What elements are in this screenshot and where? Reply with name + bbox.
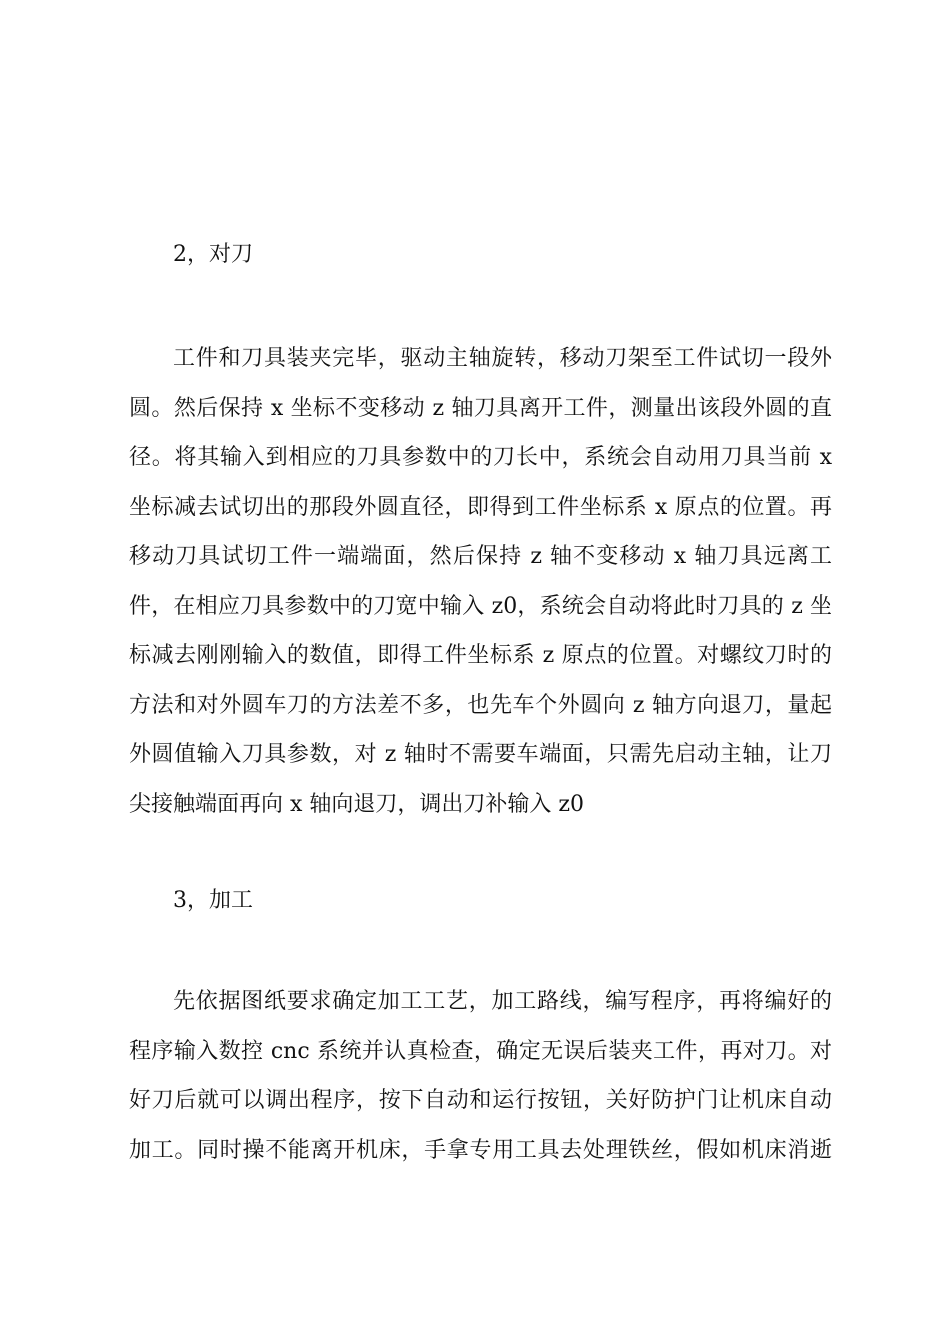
paragraph-line: 尖接触端面再向 x 轴向退刀，调出刀补输入 z0 <box>129 791 584 817</box>
paragraph-line: 圆。然后保持 x 坐标不变移动 z 轴刀具离开工件，测量出该段外圆的直 <box>129 395 832 421</box>
paragraph-line: 移动刀具试切工件一端端面，然后保持 z 轴不变移动 x 轴刀具远离工 <box>129 544 832 569</box>
section-3-heading: 3，加工 <box>173 888 253 913</box>
paragraph-line: 方法和对外圆车刀的方法差不多，也先车个外圆向 z 轴方向退刀，量起 <box>129 692 832 718</box>
paragraph-line: 标减去刚刚输入的数值，即得工件坐标系 z 原点的位置。对螺纹刀时的 <box>129 643 832 668</box>
paragraph-line: 工件和刀具装夹完毕，驱动主轴旋转，移动刀架至工件试切一段外 <box>173 346 832 371</box>
section-2-heading: 2，对刀 <box>173 242 253 267</box>
paragraph-line: 先依据图纸要求确定加工工艺，加工路线，编写程序，再将编好的 <box>173 989 832 1014</box>
paragraph-line: 外圆值输入刀具参数，对 z 轴时不需要车端面，只需先启动主轴，让刀 <box>129 742 832 767</box>
paragraph-line: 坐标减去试切出的那段外圆直径，即得到工件坐标系 x 原点的位置。再 <box>129 494 832 520</box>
paragraph-line: 好刀后就可以调出程序，按下自动和运行按钮，关好防护门让机床自动 <box>129 1088 832 1113</box>
section-3-paragraph <box>129 987 832 1185</box>
paragraph-line: 程序输入数控 cnc 系统并认真检查，确定无误后装夹工件，再对刀。对 <box>129 1038 832 1064</box>
paragraph-line: 加工。同时操不能离开机床，手拿专用工具去处理铁丝，假如机床消逝 <box>129 1137 832 1163</box>
paragraph-line: 径。将其输入到相应的刀具参数中的刀长中，系统会自动用刀具当前 x <box>129 445 832 470</box>
section-2-paragraph <box>129 344 832 839</box>
paragraph-line: 件，在相应刀具参数中的刀宽中输入 z0，系统会自动将此时刀具的 z 坐 <box>129 593 832 619</box>
